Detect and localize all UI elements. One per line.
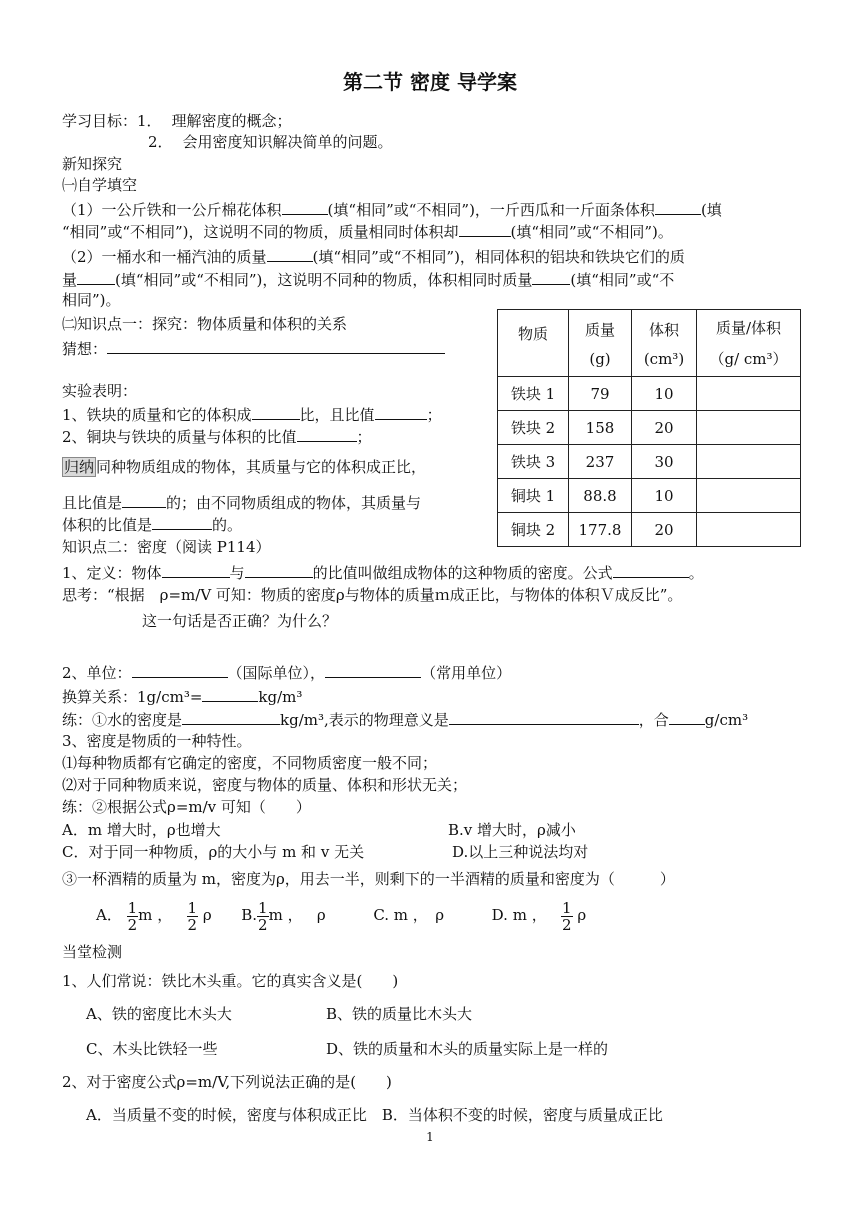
mass-symbol: m xyxy=(268,906,283,924)
p1-text: g/cm³ xyxy=(704,711,749,729)
blank[interactable] xyxy=(532,268,570,285)
q1-text-a: （1）一公斤铁和一公斤棉花体积 xyxy=(62,201,282,219)
goals-label: 学习目标：1． xyxy=(62,112,162,130)
unit-text: （国际单位）， xyxy=(227,664,326,682)
table-row xyxy=(498,513,801,547)
option-d[interactable]: D.以上三种说法均对 xyxy=(452,843,589,861)
think-line-2: 这一句话是否正确？为什么？ xyxy=(142,612,338,630)
table-row xyxy=(498,445,801,479)
check-1-option-a[interactable]: A、铁的密度比木头大 xyxy=(86,1005,232,1023)
blank[interactable] xyxy=(77,268,115,285)
blank[interactable] xyxy=(122,491,166,508)
header-cell: 体积 (cm³) xyxy=(632,310,697,377)
exp-text: ； xyxy=(426,406,442,424)
fraction-half: $\frac{1}{2}$ xyxy=(187,898,198,934)
q1-line2 xyxy=(62,220,673,242)
header-cell: 质量/体积 （g/ cm³） xyxy=(697,310,801,377)
blank[interactable] xyxy=(459,220,511,237)
blank[interactable] xyxy=(267,245,313,262)
exp-text: 2、铜块与铁块的质量与体积的比值 xyxy=(62,428,297,446)
q1-text-c: (填 xyxy=(700,201,722,219)
practice-2-question: 练：②根据公式ρ=m/v 可知（ ） xyxy=(62,798,311,816)
check-2-options-ab[interactable]: A．当质量不变的时候，密度与体积成正比 B．当体积不变的时候，密度与质量成正比 xyxy=(86,1106,663,1124)
summary-text: 的。 xyxy=(212,516,243,534)
goal-2-num: 2． xyxy=(148,133,173,151)
knowledge-point-3a: ⑴每种物质都有它确定的密度，不同物质密度一般不同； xyxy=(62,754,438,772)
practice-3-options xyxy=(96,899,586,933)
section-self-study: ㈠自学填空 xyxy=(62,176,138,194)
p1-text: 练：①水的密度是 xyxy=(62,711,183,729)
blank[interactable] xyxy=(252,403,300,420)
exp-text: 比，且比值 xyxy=(299,406,375,424)
summary-text: 且比值是 xyxy=(62,494,123,512)
check-1-question: 1、人们常说：铁比木头重。它的真实含义是( ) xyxy=(62,972,399,990)
goal-2: 会用密度知识解决简单的问题。 xyxy=(182,133,393,151)
q2-text-c: 量 xyxy=(62,271,78,289)
cell: 铁块 1 xyxy=(498,377,569,411)
section-check: 当堂检测 xyxy=(62,943,123,961)
option-b-label[interactable]: B. xyxy=(241,906,258,924)
def-text: 1、定义：物体 xyxy=(62,564,162,582)
fraction-half: $\frac{1}{2}$ xyxy=(562,898,572,934)
goal-1: 理解密度的概念； xyxy=(171,112,292,130)
cell: 20 xyxy=(632,411,697,445)
cell: 铁块 3 xyxy=(498,445,569,479)
option-b[interactable]: B.v 增大时，ρ减小 xyxy=(448,821,576,839)
check-2-question: 2、对于密度公式ρ=m/V,下列说法正确的是( ) xyxy=(62,1073,392,1091)
learning-goals-1 xyxy=(62,111,292,131)
cell[interactable] xyxy=(697,513,801,547)
cell: 铜块 1 xyxy=(498,479,569,513)
summary-text: 体积的比值是 xyxy=(62,516,153,534)
cell: 88.8 xyxy=(569,479,632,513)
def-text: 。 xyxy=(688,564,704,582)
header-cell: 质量 (g) xyxy=(569,310,632,377)
cell[interactable] xyxy=(697,445,801,479)
option-a-label[interactable]: A． xyxy=(96,906,122,924)
rho-symbol: ρ xyxy=(202,906,212,924)
practice-1 xyxy=(62,708,748,730)
experiment-line-1 xyxy=(62,403,442,425)
section-new: 新知探究 xyxy=(62,155,123,173)
unit-text: 2、单位： xyxy=(62,664,132,682)
cell: 10 xyxy=(632,479,697,513)
summary-tag: 归纳 xyxy=(64,458,95,476)
cell: 10 xyxy=(632,377,697,411)
sep: ， xyxy=(157,906,173,924)
conv-text: 换算关系：1g/cm³= xyxy=(62,688,203,706)
fraction-half: $\frac{1}{2}$ xyxy=(127,898,138,934)
summary-text: 同种物质组成的物体，其质量与它的体积成正比， xyxy=(96,458,427,476)
q2-line1 xyxy=(62,245,685,267)
p1-text: ，合 xyxy=(638,711,669,729)
blank[interactable] xyxy=(245,561,313,578)
guess-line xyxy=(62,337,445,359)
cell: 79 xyxy=(569,377,632,411)
q1-text-e: (填“相同”或“不相同”)。 xyxy=(510,223,673,241)
blank[interactable] xyxy=(152,513,212,530)
cell: 158 xyxy=(569,411,632,445)
page-title: 第二节 密度 导学案 xyxy=(343,70,517,94)
knowledge-point-2-title: 知识点二：密度（阅读 P114） xyxy=(62,538,271,556)
exp-text: ； xyxy=(356,428,372,446)
unit-text: （常用单位） xyxy=(421,664,512,682)
blank[interactable] xyxy=(613,561,689,578)
option-c[interactable]: C. m ， ρ xyxy=(373,906,445,924)
blank[interactable] xyxy=(669,708,705,725)
summary-text: 的；由不同物质组成的物体，其质量与 xyxy=(166,494,422,512)
knowledge-point-3b: ⑵对于同种物质来说，密度与物体的质量、体积和形状无关； xyxy=(62,776,468,794)
guess-label: 猜想： xyxy=(62,340,108,358)
mass-symbol: m xyxy=(138,906,153,924)
summary-line-2 xyxy=(62,491,421,513)
def-text: 的比值叫做组成物体的这种物质的密度。公式 xyxy=(312,564,613,582)
guess-blank[interactable] xyxy=(107,337,445,354)
experiment-heading: 实验表明： xyxy=(62,382,138,400)
cell: 铁块 2 xyxy=(498,411,569,445)
q2-text-b: (填“相同”或“不相同”)，相同体积的铝块和铁块它们的质 xyxy=(312,248,685,266)
definition-line xyxy=(62,561,704,583)
summary-line-3 xyxy=(62,513,242,535)
blank[interactable] xyxy=(202,685,258,702)
table-header-row xyxy=(498,310,801,377)
blank[interactable] xyxy=(325,661,421,678)
cell[interactable] xyxy=(697,479,801,513)
q2-line3: 相同”)。 xyxy=(62,291,121,309)
p1-text: kg/m³,表示的物理意义是 xyxy=(280,711,449,729)
blank[interactable] xyxy=(375,403,427,420)
cell: 177.8 xyxy=(569,513,632,547)
table-row xyxy=(498,411,801,445)
check-1-option-d[interactable]: D、铁的质量和木头的质量实际上是一样的 xyxy=(326,1040,609,1058)
cell[interactable] xyxy=(697,377,801,411)
blank[interactable] xyxy=(162,561,230,578)
q2-line2 xyxy=(62,268,674,290)
q2-text-d: (填“相同”或“不相同”)，这说明不同种的物质，体积相同时质量 xyxy=(115,271,533,289)
sep: ， xyxy=(287,906,303,924)
fraction-half: $\frac{1}{2}$ xyxy=(258,898,268,934)
learning-goals-2 xyxy=(148,132,393,152)
think-line-1: 思考：“根据 ρ=m/V 可知：物质的密度ρ与物体的质量ｍ成正比，与物体的体积Ｖ成反比”。 xyxy=(62,586,683,604)
q2-text-e: (填“相同”或“不 xyxy=(570,271,675,289)
unit-line xyxy=(62,661,511,683)
conversion-line xyxy=(62,685,302,707)
exp-text: 1、铁块的质量和它的体积成 xyxy=(62,406,252,424)
blank[interactable] xyxy=(449,708,639,725)
page-number: 1 xyxy=(426,1130,434,1144)
blank[interactable] xyxy=(182,708,280,725)
option-d[interactable]: D. m ， xyxy=(491,906,547,924)
knowledge-point-1-title: ㈡知识点一：探究：物体质量和体积的关系 xyxy=(62,315,348,333)
check-1-option-c[interactable]: C、木头比铁轻一些 xyxy=(86,1040,218,1058)
blank[interactable] xyxy=(655,198,701,215)
def-text: 与 xyxy=(229,564,245,582)
table-row xyxy=(498,377,801,411)
option-c[interactable]: C．对于同一种物质，ρ的大小与 m 和 v 无关 xyxy=(62,843,365,861)
blank[interactable] xyxy=(132,661,228,678)
q1-text-b: (填“相同”或“不相同”)，一斤西瓜和一斤面条体积 xyxy=(327,201,655,219)
cell[interactable] xyxy=(697,411,801,445)
cell: 30 xyxy=(632,445,697,479)
blank[interactable] xyxy=(282,198,328,215)
check-1-option-b[interactable]: B、铁的质量比木头大 xyxy=(326,1005,473,1023)
summary-line-1 xyxy=(62,457,426,477)
data-table xyxy=(497,309,801,547)
cell: 20 xyxy=(632,513,697,547)
blank[interactable] xyxy=(297,425,357,442)
q2-text-a: （2）一桶水和一桶汽油的质量 xyxy=(62,248,267,266)
conv-text: kg/m³ xyxy=(258,688,303,706)
rho-symbol: ρ xyxy=(577,906,587,924)
cell: 237 xyxy=(569,445,632,479)
q1-text-d: “相同”或“不相同”)，这说明不同的物质，质量相同时体积却 xyxy=(62,223,459,241)
table-row xyxy=(498,479,801,513)
knowledge-point-3: 3、密度是物质的一种特性。 xyxy=(62,732,252,750)
option-a[interactable]: A．m 增大时，ρ也增大 xyxy=(62,821,221,839)
q1-line1 xyxy=(62,198,722,220)
cell: 铜块 2 xyxy=(498,513,569,547)
rho-symbol: ρ xyxy=(316,906,326,924)
practice-3-question: ③一杯酒精的质量为 m，密度为ρ，用去一半，则剩下的一半酒精的质量和密度为（ ） xyxy=(62,870,675,888)
experiment-line-2 xyxy=(62,425,372,447)
header-cell: 物质 xyxy=(498,310,569,377)
